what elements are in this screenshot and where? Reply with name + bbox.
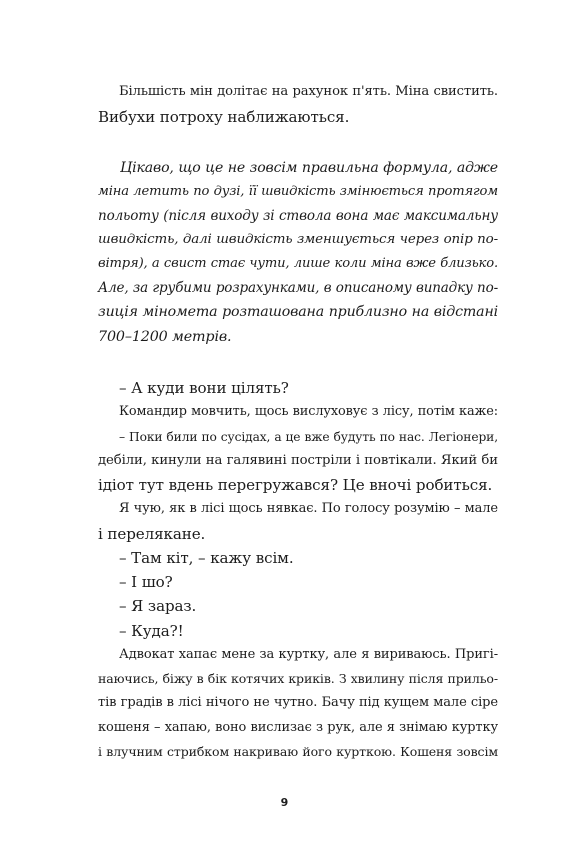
text-line: Вибухи потроху наближаються. — [98, 108, 350, 126]
note-line: польоту (після виходу зі ствола вона має максимальну — [98, 208, 498, 224]
text-line: – Там кіт, – кажу всім. — [119, 549, 294, 567]
text-line: тів градів в лісі нічого не чутно. Бачу під кущем мале сіре — [98, 695, 498, 710]
text-line: наючись, біжу в бік котячих криків. З хвилину після прильо- — [98, 671, 498, 686]
text-line: – Куда?! — [119, 622, 184, 640]
text-line: кошеня – хапаю, воно вислизає з рук, але я знімаю куртку — [98, 720, 498, 735]
text-line: – Поки били по сусідах, а це вже будуть по нас. Легіонери, — [119, 430, 498, 444]
text-line: Я чую, як в лісі щось нявкає. По голосу розумію – мале — [119, 501, 498, 516]
text-line: Більшість мін долітає на рахунок п'ять. Міна свистить. — [119, 84, 498, 99]
text-line: Адвокат хапає мене за куртку, але я вириваюсь. Пригі- — [119, 647, 498, 662]
text-line: – А куди вони цілять? — [119, 379, 289, 397]
text-line: – І шо? — [119, 573, 173, 591]
note-line: 700–1200 метрів. — [98, 329, 232, 345]
note-line: міна летить по дузі, її швидкість змінюється протягом — [98, 184, 498, 199]
text-line: і перелякане. — [98, 525, 206, 543]
note-line: зиція міномета розташована приблизно на відстані — [98, 304, 498, 320]
text-line: Командир мовчить, щось вислуховує з лісу, потім каже: — [119, 404, 498, 419]
note-line: Але, за грубими розрахунками, в описаному випадку по- — [98, 280, 498, 296]
text-line: і влучним стрибком накриваю його курткою. Кошеня зовсім — [98, 744, 498, 759]
note-line: Цікаво, що це не зовсім правильна формула, адже — [120, 160, 498, 176]
text-line: ідіот тут вдень перегружався? Це вночі робиться. — [98, 476, 493, 494]
text-line: – Я зараз. — [119, 597, 197, 615]
note-line: вітря), а свист стає чути, лише коли міна вже близько. — [98, 256, 498, 271]
page-number: 9 — [280, 796, 289, 809]
note-line: швидкість, далі швидкість зменшується через опір по- — [98, 232, 498, 247]
text-line: дебіли, кинули на галявині постріли і повтікали. Який би — [98, 453, 498, 468]
